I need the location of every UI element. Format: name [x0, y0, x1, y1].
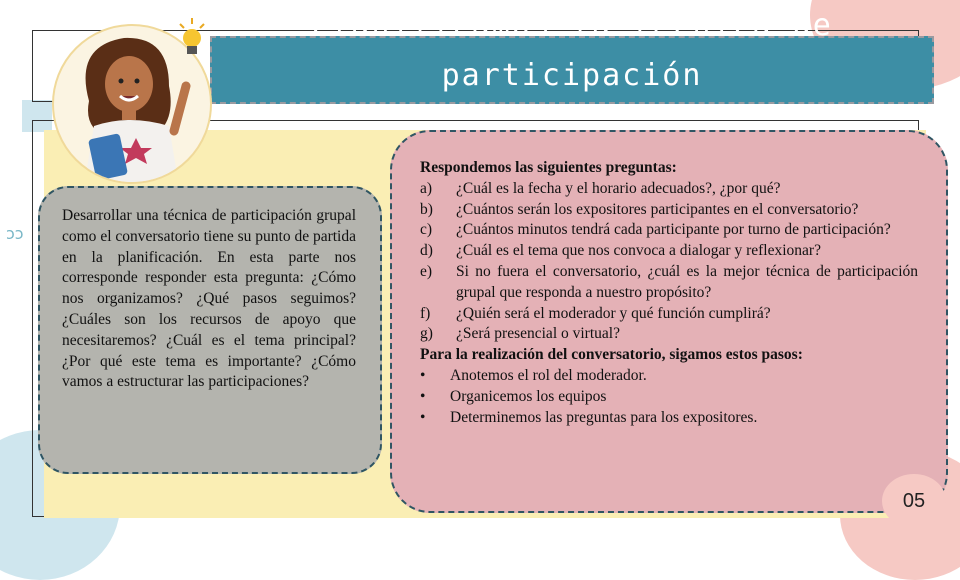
steps-heading: Para la realización del conversatorio, sigamos estos pasos: [420, 346, 803, 364]
question-text: ¿Cuál es la fecha y el horario adecuados?, ¿por qué? [456, 179, 781, 197]
step-item [420, 366, 918, 387]
page-title-line1: Planificamos la técnica de [311, 8, 833, 43]
question-text: ¿Cuántos minutos tendrá cada participante por turno de participación? [456, 221, 891, 239]
squiggle-decoration-icon: ↄↄ [6, 224, 24, 243]
step-text: Anotemos el rol del moderador. [450, 366, 647, 384]
question-letter: d) [420, 242, 433, 260]
questions-card [390, 130, 948, 513]
page-number-badge [882, 474, 946, 528]
question-text: ¿Cuál es el tema que nos convoca a dialogar y reflexionar? [456, 242, 821, 260]
step-text: Organicemos los equipos [450, 387, 607, 405]
question-text: ¿Cuántos serán los expositores participantes en el conversatorio? [456, 200, 859, 218]
question-item [420, 324, 918, 345]
page-title-line2: participación [441, 58, 703, 93]
question-letter: g) [420, 325, 433, 343]
question-item [420, 304, 918, 325]
step-item [420, 387, 918, 408]
question-letter: c) [420, 221, 433, 239]
question-item [420, 200, 918, 221]
question-item [420, 262, 918, 304]
intro-card [38, 186, 382, 474]
lightbulb-icon [178, 18, 206, 68]
page-number: 05 [902, 489, 926, 512]
question-text: Si no fuera el conversatorio, ¿cuál es la mejor técnica de participación grupal que responda a nuestro propósito? [456, 262, 918, 301]
bullet-icon: • [420, 366, 426, 384]
step-item [420, 408, 918, 429]
bullet-icon: • [420, 408, 426, 426]
questions-heading: Respondemos las siguientes preguntas: [420, 159, 677, 176]
question-text: ¿Será presencial o virtual? [456, 325, 620, 343]
question-item [420, 179, 918, 200]
question-item [420, 220, 918, 241]
question-letter: b) [420, 200, 433, 218]
bullet-icon: • [420, 387, 426, 405]
question-text: ¿Quién será el moderador y qué función cumplirá? [456, 304, 771, 322]
question-letter: e) [420, 262, 433, 280]
question-item [420, 241, 918, 262]
intro-text: Desarrollar una técnica de participación grupal como el conversatorio tiene su punto de partida en la planificación. En esta parte nos corresponde responder esta pregunta: ¿Cómo nos organizamos? ¿Qué pasos seguimos? ¿Cuáles son los recursos de apoyo que necesitaremos? ¿Cuál es el tema principal? ¿Por qué este tema es importante? ¿Cómo vamos a estructurar las participaciones? [62, 207, 356, 391]
question-letter: a) [420, 179, 433, 197]
step-text: Determinemos las preguntas para los expositores. [450, 408, 758, 426]
question-letter: f) [420, 304, 431, 322]
